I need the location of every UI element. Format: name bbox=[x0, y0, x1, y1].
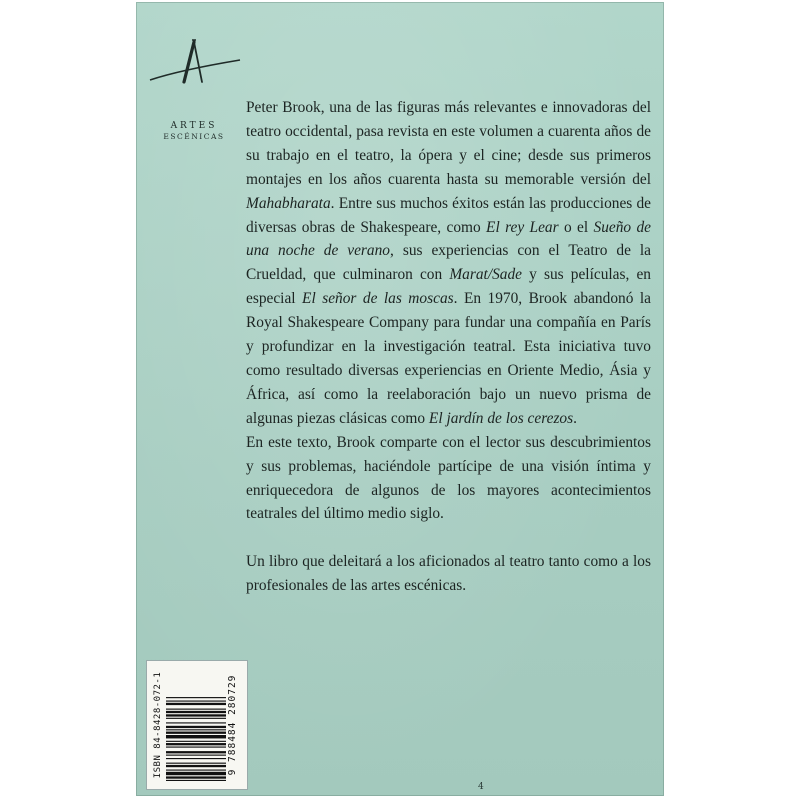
barcode-bar bbox=[166, 714, 226, 716]
barcode-bar bbox=[166, 729, 226, 730]
barcode-bar bbox=[166, 709, 226, 710]
title-senor-moscas: El señor de las moscas bbox=[302, 290, 454, 308]
footer-mark: 4 bbox=[478, 782, 484, 792]
title-el-rey-lear: El rey Lear bbox=[486, 218, 559, 236]
barcode-bar bbox=[166, 697, 226, 698]
barcode-bar bbox=[166, 735, 226, 738]
barcode-bar bbox=[166, 743, 226, 745]
barcode-bar bbox=[166, 718, 226, 719]
barcode-bar bbox=[166, 765, 226, 767]
blurb-paragraph-1: Peter Brook, una de las figuras más relevantes e innovadoras del teatro occidental, pasa revista en este volumen a cuarenta años de su trabajo en el teatro, la ópera y el cine; desde sus primeros montajes en los años cuarenta hasta su memorable versión del Mahabharata. Entre sus muchos éxitos están las producciones de diversas obras de Shakespeare, como El rey Lear o el Sueño de una noche de verano, sus experiencias con el Teatro de la Crueldad, que culminaron con Marat/Sade y sus películas, en especial El señor de las moscas. En 1970, Brook abandonó la Royal Shakespeare Company para fundar una compañía en París y profundizar en la investigación teatral. Esta iniciativa tuvo como resultado diversas experiencias en Oriente Medio, Ásia y África, así como la reelaboración bajo un nuevo prisma de algunas piezas clásicas como El jardín de los cerezos. bbox=[246, 99, 651, 427]
publisher-logo bbox=[144, 36, 244, 141]
barcode-bars bbox=[166, 669, 226, 781]
isbn-barcode bbox=[146, 660, 248, 790]
isbn-label: ISBN 84-8428-072-1 bbox=[153, 671, 163, 779]
book-back-cover bbox=[136, 2, 664, 796]
barcode-bar bbox=[166, 758, 226, 759]
barcode-bar bbox=[166, 755, 226, 756]
title-sueno-noche-verano: Sueño de una noche de verano bbox=[246, 218, 651, 260]
publisher-name-line2: ESCÉNICAS bbox=[163, 132, 225, 141]
barcode-bar bbox=[166, 722, 226, 723]
barcode-bar bbox=[166, 726, 226, 728]
barcode-bar bbox=[166, 772, 226, 775]
barcode-bar bbox=[166, 747, 226, 748]
blurb-paragraph-2: En este texto, Brook comparte con el lector sus descubrimientos y sus problemas, haciéndole partícipe de una visión íntima y enriquecedora de algunos de los mayores acontecimientos teatrales del último medio siglo. bbox=[246, 433, 651, 523]
title-mahabharata: Mahabharata bbox=[246, 194, 331, 212]
compass-a-logo-icon bbox=[144, 36, 244, 116]
barcode-bar bbox=[166, 763, 226, 764]
blurb-text bbox=[246, 96, 651, 598]
barcode-bar bbox=[166, 703, 226, 705]
title-jardin-cerezos: El jardín de los cerezos bbox=[428, 409, 574, 427]
barcode-bar bbox=[166, 701, 226, 702]
barcode-bar bbox=[166, 751, 226, 753]
barcode-bar bbox=[166, 711, 226, 713]
barcode-bar bbox=[166, 741, 226, 742]
barcode-bar bbox=[166, 776, 226, 778]
ean-digits: 9 788484 280729 bbox=[227, 674, 238, 776]
barcode-bar bbox=[166, 732, 226, 734]
barcode-bar bbox=[166, 780, 226, 781]
blurb-paragraph-3: Un libro que deleitará a los aficionados al teatro tanto como a los profesionales de las artes escénicas. bbox=[246, 553, 651, 595]
barcode-bar bbox=[166, 770, 226, 771]
title-marat-sade: Marat/Sade bbox=[449, 266, 523, 284]
publisher-name-line1: ARTES bbox=[170, 121, 218, 131]
